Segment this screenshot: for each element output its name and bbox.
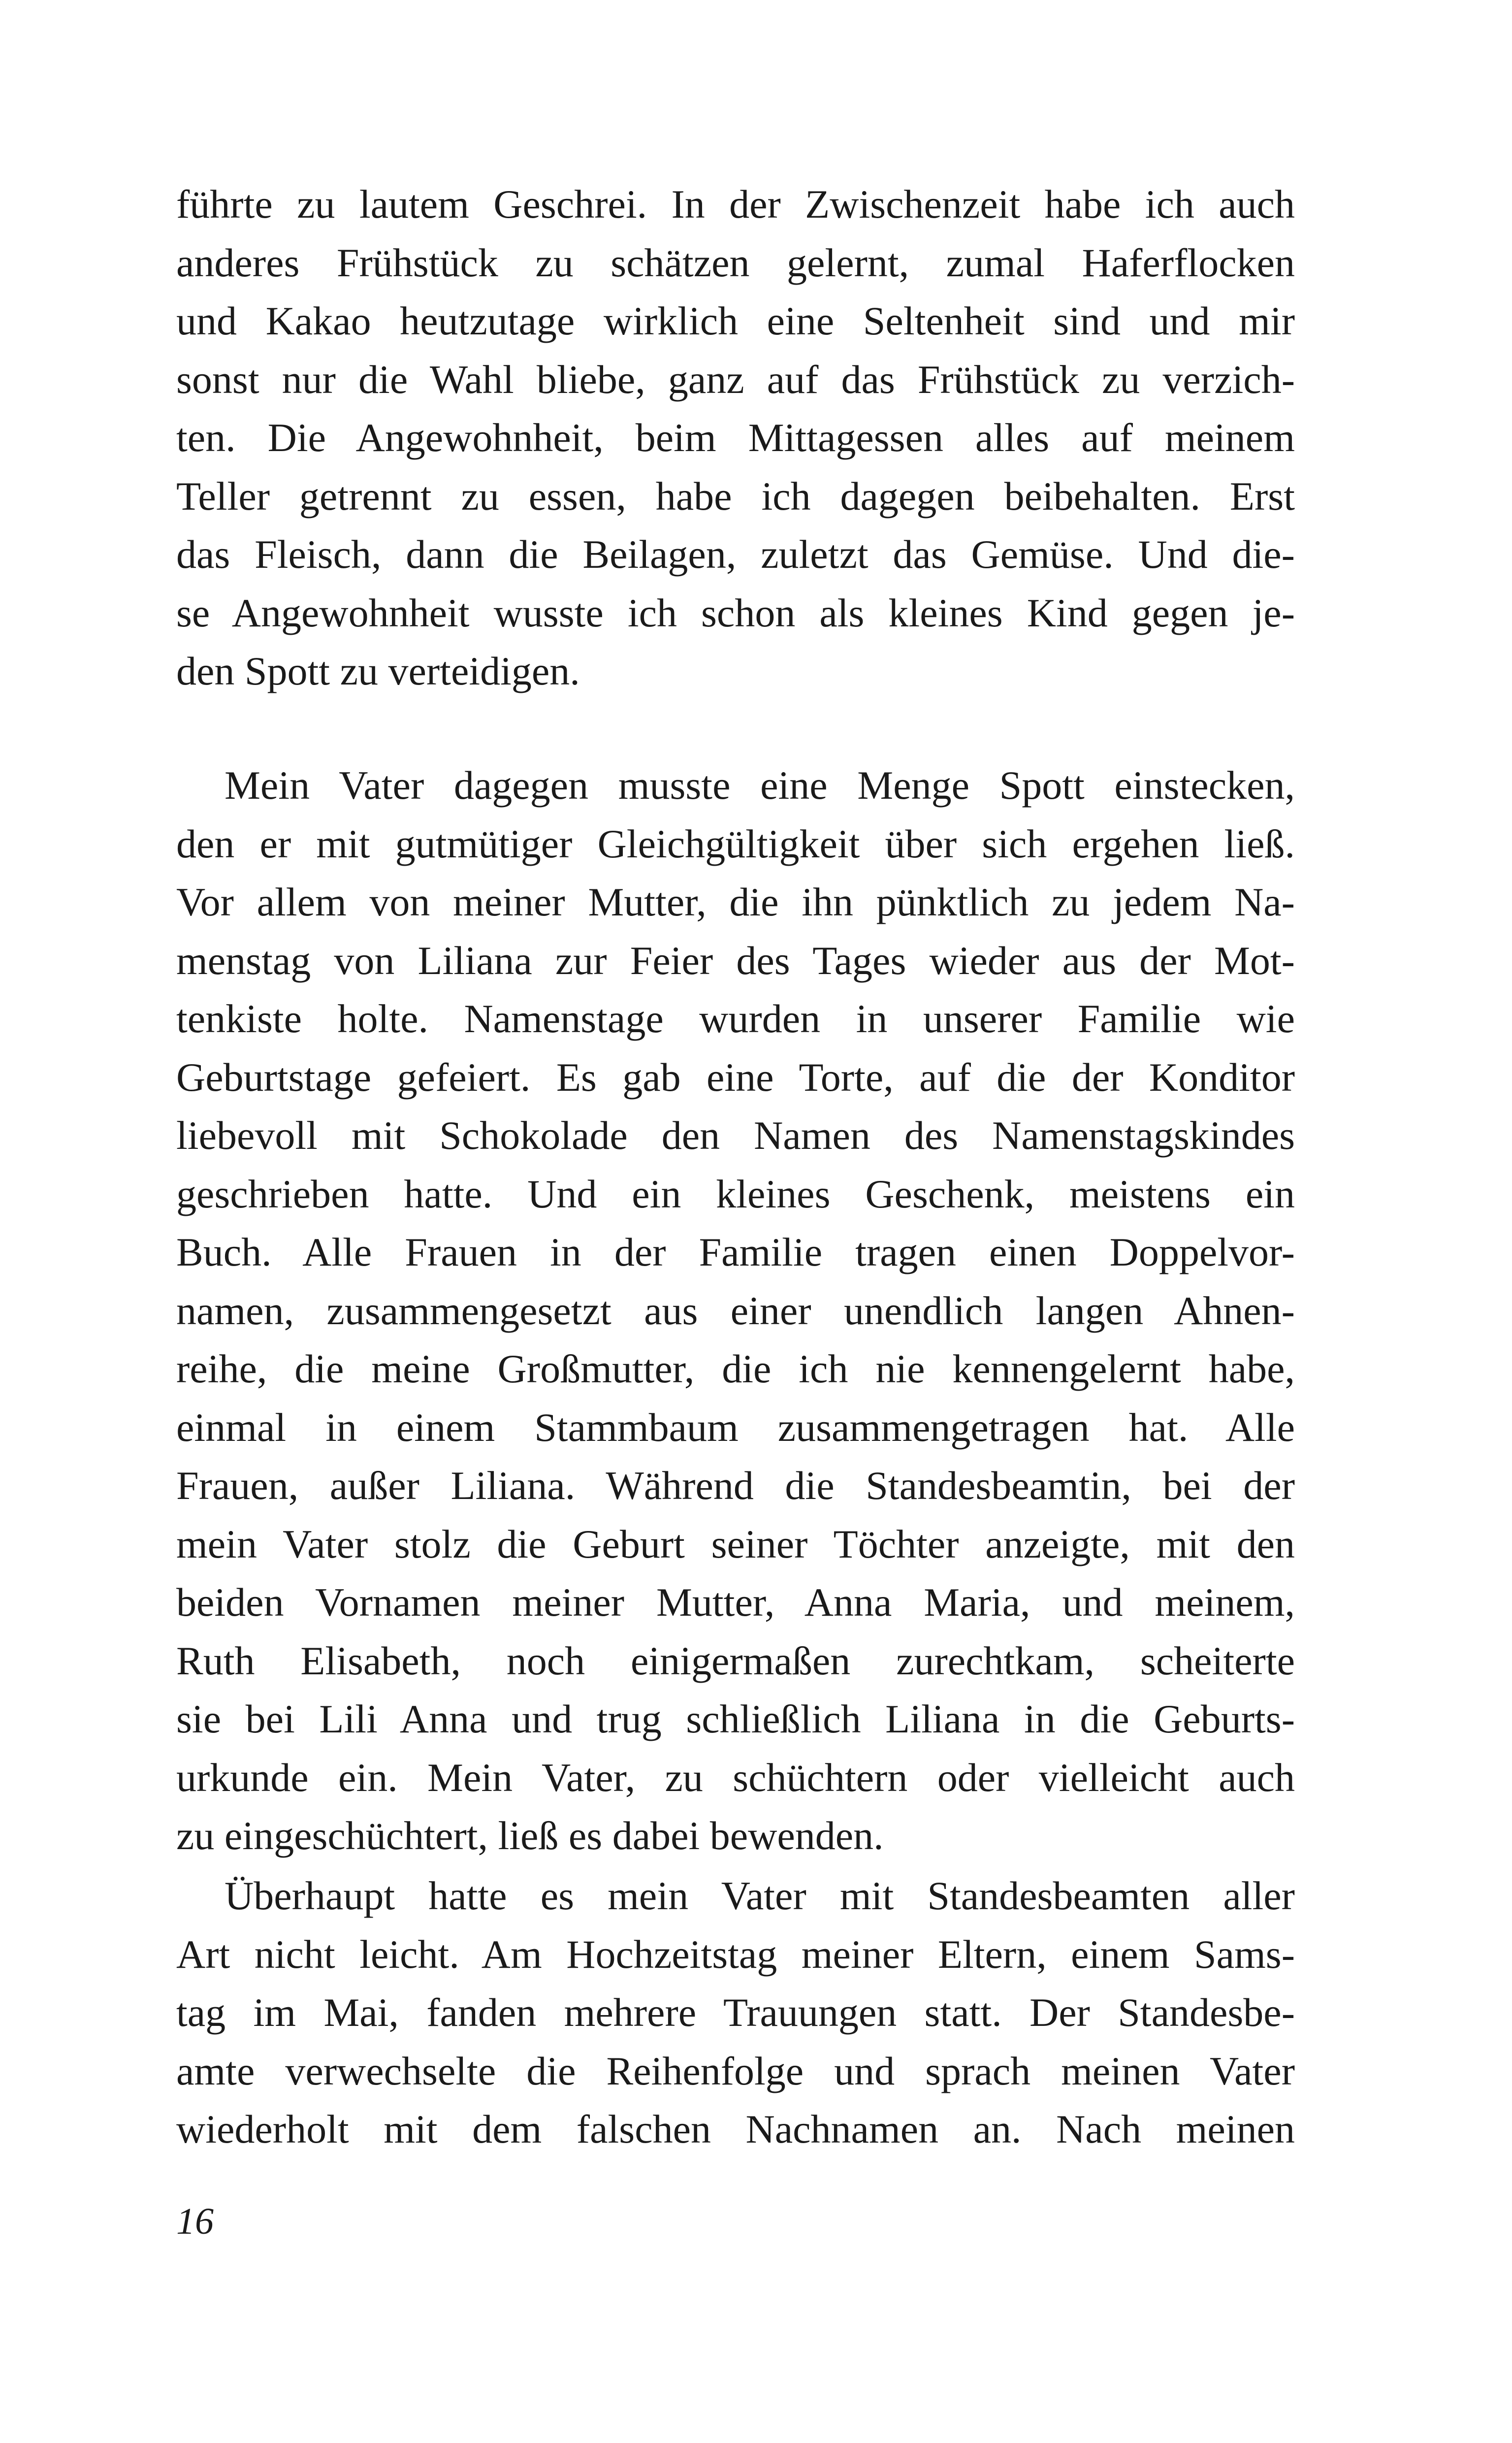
text-line: Teller getrennt zu essen, habe ich dagegen beibehalten. Erst bbox=[176, 473, 1295, 519]
text-line: den er mit gutmütiger Gleichgültigkeit über sich ergehen ließ. bbox=[176, 821, 1295, 866]
text-line: tag im Mai, fanden mehrere Trauungen statt. Der Standesbe- bbox=[176, 1990, 1295, 2035]
text-line: se Angewohnheit wusste ich schon als kleines Kind gegen je- bbox=[176, 590, 1295, 635]
text-line: Mein Vater dagegen musste eine Menge Spott einstecken, bbox=[225, 763, 1295, 808]
text-line: Geburtstage gefeiert. Es gab eine Torte, auf die der Konditor bbox=[176, 1054, 1295, 1100]
text-line: tenkiste holte. Namenstage wurden in unserer Familie wie bbox=[176, 996, 1295, 1041]
text-line: führte zu lautem Geschrei. In der Zwischenzeit habe ich auch bbox=[176, 182, 1295, 227]
text-line: sonst nur die Wahl bliebe, ganz auf das Frühstück zu verzich- bbox=[176, 357, 1295, 402]
text-line: wiederholt mit dem falschen Nachnamen an. Nach meinen bbox=[176, 2107, 1295, 2151]
text-line: urkunde ein. Mein Vater, zu schüchtern oder vielleicht auch bbox=[176, 1755, 1295, 1800]
paragraph-3 bbox=[176, 1867, 1295, 2159]
text-line: ten. Die Angewohnheit, beim Mittagessen alles auf meinem bbox=[176, 415, 1295, 460]
text-line: reihe, die meine Großmutter, die ich nie kennengelernt habe, bbox=[176, 1346, 1295, 1391]
paragraph-1 bbox=[176, 175, 1295, 701]
text-line: Frauen, außer Liliana. Während die Standesbeamtin, bei der bbox=[176, 1463, 1295, 1508]
paragraph-2 bbox=[176, 756, 1295, 1865]
text-line: anderes Frühstück zu schätzen gelernt, zumal Haferflocken bbox=[176, 240, 1295, 285]
text-line: Vor allem von meiner Mutter, die ihn pünktlich zu jedem Na- bbox=[176, 879, 1295, 924]
text-line: das Fleisch, dann die Beilagen, zuletzt das Gemüse. Und die- bbox=[176, 532, 1295, 577]
text-line: Überhaupt hatte es mein Vater mit Standesbeamten aller bbox=[225, 1873, 1295, 1918]
text-line: amte verwechselte die Reihenfolge und sprach meinen Vater bbox=[176, 2048, 1295, 2093]
text-line: den Spott zu verteidigen. bbox=[176, 649, 580, 693]
text-line: und Kakao heutzutage wirklich eine Seltenheit sind und mir bbox=[176, 298, 1295, 343]
text-line: Ruth Elisabeth, noch einigermaßen zurechtkam, scheiterte bbox=[176, 1638, 1295, 1683]
text-line: beiden Vornamen meiner Mutter, Anna Maria, und meinem, bbox=[176, 1580, 1295, 1625]
text-line: liebevoll mit Schokolade den Namen des Namenstagskindes bbox=[176, 1113, 1295, 1158]
text-line: sie bei Lili Anna und trug schließlich Liliana in die Geburts- bbox=[176, 1696, 1295, 1741]
page-number: 16 bbox=[176, 2201, 214, 2242]
text-line: namen, zusammengesetzt aus einer unendlich langen Ahnen- bbox=[176, 1288, 1295, 1333]
text-line: geschrieben hatte. Und ein kleines Geschenk, meistens ein bbox=[176, 1171, 1295, 1216]
text-line: Art nicht leicht. Am Hochzeitstag meiner Eltern, einem Sams- bbox=[176, 1931, 1295, 1977]
text-line: mein Vater stolz die Geburt seiner Töchter anzeigte, mit den bbox=[176, 1521, 1295, 1566]
text-line: Buch. Alle Frauen in der Familie tragen einen Doppelvor- bbox=[176, 1230, 1295, 1274]
text-line: zu eingeschüchtert, ließ es dabei bewenden. bbox=[176, 1813, 884, 1858]
text-line: einmal in einem Stammbaum zusammengetragen hat. Alle bbox=[176, 1404, 1295, 1450]
text-line: menstag von Liliana zur Feier des Tages wieder aus der Mot- bbox=[176, 938, 1295, 983]
